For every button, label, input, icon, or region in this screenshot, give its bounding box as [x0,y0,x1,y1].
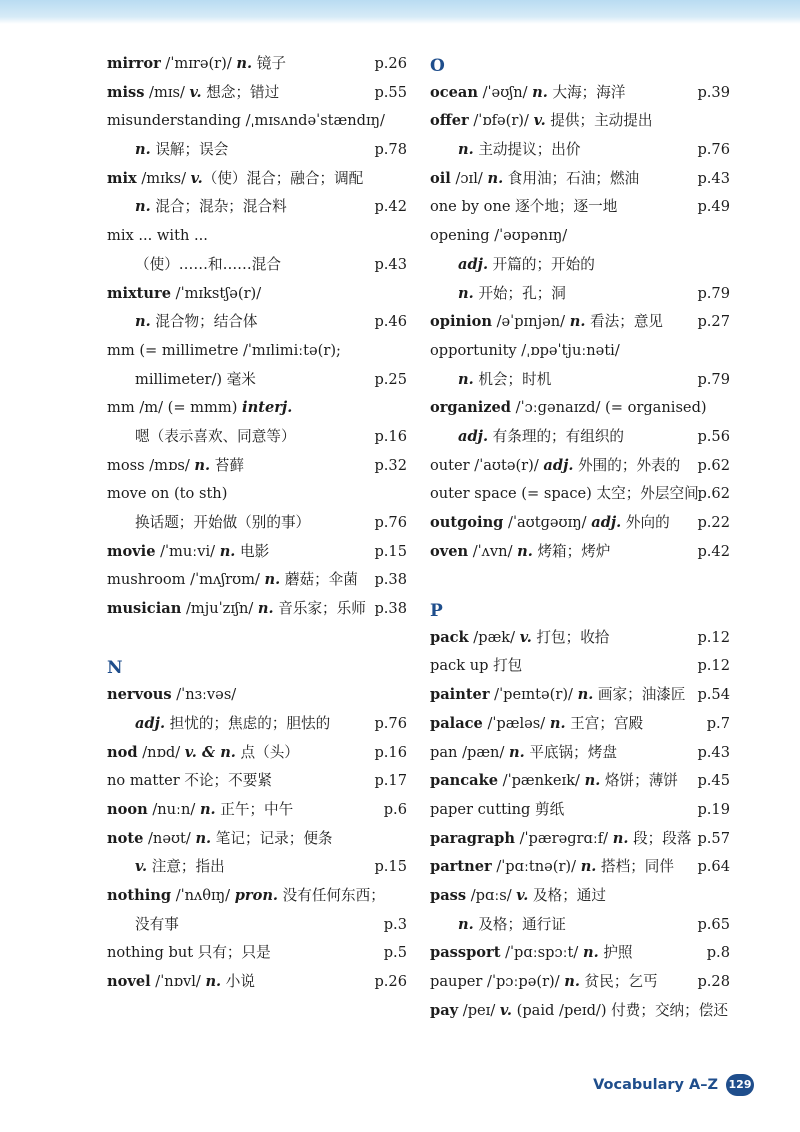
definition: 及格；通行证 [473,915,566,933]
headword: offer [430,112,469,130]
definition: 苔藓 [210,456,244,474]
page-reference: p.39 [697,83,730,101]
definition: 搭档；同伴 [596,858,674,876]
vocab-entry [430,767,730,796]
page-reference: p.8 [706,944,730,962]
vocab-entry [430,882,730,911]
headword: pancake [430,772,499,790]
vocab-entry [430,79,730,108]
part-of-speech: adj. [135,714,166,732]
entry-text: /ˈəʊʃn/ [477,83,533,101]
page-reference: p.43 [374,255,407,273]
part-of-speech: n. [487,169,504,187]
part-of-speech: n. [458,141,474,159]
part-of-speech: n. [458,915,474,933]
vocab-entry [430,825,730,854]
definition: 护照 [598,944,633,962]
definition: 打包；收拾 [531,628,610,646]
definition: 蘑菇；伞菌 [280,571,358,589]
page-reference: p.42 [374,198,407,216]
vocab-entry [430,394,730,423]
part-of-speech: n. [509,743,525,761]
headword: organized [430,399,512,417]
vocab-entry [107,968,407,997]
page-reference: p.15 [374,542,407,560]
vocab-entry [107,509,407,538]
vocab-entry [107,538,407,567]
entry-text: /ˈpærəɡrɑːf/ [514,829,613,847]
part-of-speech: v. [499,1001,512,1019]
definition: 注意；指出 [147,858,225,876]
vocab-entry [430,968,730,997]
part-of-speech: adj. [591,514,622,531]
part-of-speech: n. [257,600,274,618]
entry-text: moss /mɒs/ [107,456,195,474]
part-of-speech: n. [135,313,151,331]
part-of-speech: n. [569,313,586,331]
entry-text: paper cutting 剪纸 [430,800,565,818]
part-of-speech: n. [195,829,212,847]
vocab-entry [107,136,407,165]
headword: pass [430,886,467,904]
definition: 画家；油漆匠 [593,686,686,704]
entry-text: /ˈaʊtɡəʊɪŋ/ [503,514,592,531]
vocab-entry [430,165,730,194]
headword: oven [430,542,469,560]
page-reference: p.38 [374,571,407,589]
vocab-entry [430,107,730,136]
vocab-entry [107,681,407,710]
headword: mirror [107,55,161,72]
page-reference: p.17 [374,772,407,790]
headword: mixture [107,284,172,302]
page-reference: p.27 [697,313,730,331]
vocab-entry [107,767,407,796]
part-of-speech: v. [533,112,546,130]
page-reference: p.12 [697,628,730,646]
page-reference: p.76 [374,714,407,732]
definition: 混合；混杂；混合料 [150,198,287,216]
entry-text: /pɑːs/ [466,886,517,904]
page-reference: p.42 [697,542,730,560]
vocab-entry [107,710,407,739]
page-reference: p.38 [374,600,407,618]
page-reference: p.56 [697,427,730,445]
vocab-entry [430,509,730,538]
section-letter-heading: N [107,658,123,679]
entry-text: /peɪ/ [458,1001,500,1019]
definition: (paid /peɪd/) 付费；交纳；偿还 [512,1001,728,1019]
entry-text: mix ... with ... [107,227,208,245]
definition: 外向的 [621,514,670,531]
entry-text: /ˈpæləs/ [482,714,550,732]
part-of-speech: n. [236,55,253,72]
entry-text: pan /pæn/ [430,743,510,761]
page-reference: p.55 [374,83,407,101]
definition: （使）混合；融合；调配 [202,169,364,187]
part-of-speech: n. [584,772,601,790]
part-of-speech: interj. [242,399,293,417]
vocab-entry [107,251,407,280]
definition: 混合物；结合体 [150,313,258,331]
page-reference: p.15 [374,858,407,876]
part-of-speech: n. [135,141,151,159]
headword: outgoing [430,514,504,531]
entry-text: mushroom /ˈmʌʃrʊm/ [107,571,265,589]
vocab-entry [107,853,407,882]
headword: nervous [107,686,172,704]
definition: 担忧的；焦虑的；胆怯的 [165,714,331,732]
headword: painter [430,686,490,704]
entry-text: 嗯（表示喜欢、同意等） [135,427,296,445]
page-reference: p.26 [374,55,407,72]
headword: novel [107,973,151,990]
entry-text: misunderstanding /ˌmɪsʌndəˈstændɪŋ/ [107,112,385,130]
definition: 有条理的；有组织的 [488,427,625,445]
part-of-speech: n. [219,542,236,560]
entry-text: /ˈnʌθɪŋ/ [171,886,235,904]
entry-text: /ˈmɪkstʃə(r)/ [171,284,262,302]
headword: mix [107,169,137,187]
headword: noon [107,800,148,818]
entry-text: millimeter/) 毫米 [135,370,256,388]
vocab-entry [107,882,407,911]
definition: 平底锅；烤盘 [524,743,617,761]
page-reference: p.6 [383,800,407,818]
definition: 及格；通过 [528,886,606,904]
definition: 开篇的；开始的 [488,255,595,273]
vocab-entry [430,796,730,825]
vocab-entry [107,280,407,309]
page-reference: p.16 [374,427,407,445]
definition: 正午；中午 [215,800,294,818]
entry-text: /mjuˈzɪʃn/ [181,600,258,618]
entry-text: /mɪs/ [144,83,190,101]
definition: 机会；时机 [473,370,552,388]
page-reference: p.26 [374,973,407,990]
vocab-entry [107,366,407,395]
vocab-entry [107,911,407,940]
vocab-entry [430,366,730,395]
vocab-entry [430,337,730,366]
vocab-entry [107,165,407,194]
page-reference: p.7 [706,714,730,732]
page-reference: p.19 [697,800,730,818]
definition: 电影 [235,542,270,560]
part-of-speech: n. [194,456,211,474]
headword: ocean [430,83,478,101]
entry-text: （使）……和……混合 [135,255,281,273]
vocab-entry [430,452,730,481]
entry-text: /nuːn/ [147,800,200,818]
vocab-entry [430,939,730,968]
definition: 想念；错过 [201,83,280,101]
definition: 王宫；宫殿 [565,714,644,732]
page-reference: p.62 [697,485,730,503]
entry-text: /ɔɪl/ [450,169,488,187]
part-of-speech: adj. [458,427,489,445]
vocab-entry [430,280,730,309]
page-number-badge: 129 [726,1074,754,1096]
headword: partner [430,858,492,876]
page-reference: p.22 [697,514,730,531]
right-column [430,50,730,1025]
vocab-entry [430,997,730,1026]
headword: passport [430,944,501,962]
page-reference: p.5 [383,944,407,962]
page-reference: p.62 [697,456,730,474]
section-letter-heading: O [430,56,445,76]
definition: 贫民；乞丐 [580,973,658,990]
definition: 没有任何东西； [278,886,385,904]
vocab-entry [107,595,407,624]
vocab-entry [430,222,730,251]
vocab-entry [107,825,407,854]
part-of-speech: n. [577,686,594,704]
headword: nothing [107,886,172,904]
part-of-speech: n. [264,571,281,589]
definition: 段；段落 [628,829,692,847]
page-reference: p.57 [697,829,730,847]
part-of-speech: n. [580,858,597,876]
vocab-entry [430,480,730,509]
part-of-speech: v. [516,886,529,904]
vocab-entry [430,681,730,710]
vocab-entry [107,452,407,481]
part-of-speech: v. & n. [184,743,236,761]
headword: pack [430,628,469,646]
entry-text: /ˈpænkeɪk/ [498,772,585,790]
part-of-speech: n. [564,973,580,990]
vocab-entry [107,193,407,222]
vocab-entry [107,222,407,251]
headword: oil [430,169,451,187]
section-title: Vocabulary A–Z [593,1077,718,1093]
entry-text: /ˈmɪrə(r)/ [160,55,237,72]
entry-text: /pæk/ [468,628,520,646]
headword: nod [107,743,138,761]
section-spacer [107,624,407,653]
definition: 误解；误会 [150,141,229,159]
page-reference: p.25 [374,370,407,388]
vocab-entry [430,308,730,337]
part-of-speech: n. [582,944,599,962]
entry-text: /ˈnɜːvəs/ [171,686,237,704]
left-column [107,50,407,997]
part-of-speech: n. [549,714,566,732]
page-reference: p.45 [697,772,730,790]
part-of-speech: n. [458,370,474,388]
part-of-speech: n. [532,83,548,101]
page-reference: p.79 [697,370,730,388]
definition: 点（头） [235,743,299,761]
page-reference: p.46 [374,313,407,331]
definition: 烤箱；烤炉 [532,542,611,560]
vocab-entry [430,136,730,165]
part-of-speech: n. [205,973,222,990]
part-of-speech: v. [519,628,532,646]
part-of-speech: v. [189,83,202,101]
part-of-speech: v. [190,169,203,187]
definition: 主动提议；出价 [473,141,581,159]
page-footer [593,1072,754,1098]
entry-text: /ˈmuːvi/ [155,542,220,560]
definition: 笔记；记录；便条 [211,829,333,847]
vocab-entry [430,193,730,222]
page-reference: p.43 [697,743,730,761]
entry-text: opening /ˈəʊpənɪŋ/ [430,227,568,245]
page-reference: p.12 [697,657,730,675]
page-reference: p.76 [697,141,730,159]
part-of-speech: n. [458,284,474,302]
vocab-entry [107,939,407,968]
page-reference: p.43 [697,169,730,187]
vocab-entry [430,624,730,653]
part-of-speech: n. [135,198,151,216]
entry-text: /nəʊt/ [143,829,196,847]
vocab-entry [430,739,730,768]
entry-text: pack up 打包 [430,657,523,675]
vocab-entry [107,796,407,825]
vocab-entry [430,652,730,681]
entry-text: move on (to sth) [107,485,228,503]
headword: movie [107,542,156,560]
page-reference: p.32 [374,456,407,474]
entry-text: /ˈpeɪntə(r)/ [489,686,578,704]
definition: 音乐家；乐师 [273,600,366,618]
vocab-entry [430,911,730,940]
definition: 外围的；外表的 [573,456,681,474]
definition: 烙饼；薄饼 [600,772,678,790]
part-of-speech: adj. [543,456,574,474]
entry-text: outer /ˈaʊtə(r)/ [430,456,544,474]
page-reference: p.16 [374,743,407,761]
entry-text: mm /m/ (= mmm) [107,399,243,417]
headword: note [107,829,144,847]
page-reference: p.3 [383,915,407,933]
section-spacer [430,566,730,595]
part-of-speech: v. [135,858,148,876]
entry-text: /ˈpɑːspɔːt/ [500,944,583,962]
page-reference: p.65 [697,915,730,933]
vocab-entry [107,308,407,337]
part-of-speech: n. [517,542,533,560]
page-reference: p.28 [697,973,730,990]
definition: 看法；意见 [585,313,664,331]
vocab-entry [107,394,407,423]
entry-text: outer space (= space) 太空；外层空间 [430,485,699,503]
entry-text: mm (= millimetre /ˈmɪlimiːtə(r); [107,341,341,359]
vocab-entry [107,50,407,79]
entry-text: /ˈnɒvl/ [150,973,206,990]
page-reference: p.64 [697,858,730,876]
headword: paragraph [430,829,515,847]
page-reference: p.78 [374,141,407,159]
headword: palace [430,714,483,732]
vocab-entry [107,423,407,452]
definition: 开始；孔；洞 [473,284,566,302]
part-of-speech: pron. [234,886,279,904]
definition: 食用油；石油；燃油 [503,169,640,187]
entry-text: 换话题；开始做（别的事） [135,514,311,531]
entry-text: /ˈɔːɡənaɪzd/ (= organised) [511,399,707,417]
definition: 大海；海洋 [547,83,626,101]
entry-text: /nɒd/ [137,743,185,761]
vocab-entry [430,423,730,452]
entry-text: opportunity /ˌɒpəˈtjuːnəti/ [430,341,620,359]
vocab-entry [107,480,407,509]
entry-text: pauper /ˈpɔːpə(r)/ [430,973,565,990]
vocab-entry [430,710,730,739]
entry-text: /ˈɒfə(r)/ [468,112,534,130]
page-reference: p.49 [697,198,730,216]
top-banner [0,0,800,24]
headword: miss [107,83,145,101]
part-of-speech: n. [612,829,629,847]
headword: musician [107,600,182,618]
entry-text: one by one 逐个地；逐一地 [430,198,618,216]
page-reference: p.79 [697,284,730,302]
vocab-entry [430,853,730,882]
entry-text: no matter 不论；不要紧 [107,772,272,790]
vocab-entry [430,251,730,280]
entry-text: 没有事 [135,915,179,933]
entry-text: /ˈpɑːtnə(r)/ [491,858,581,876]
vocab-entry [107,337,407,366]
vocab-entry [430,538,730,567]
vocab-entry [107,566,407,595]
definition: 小说 [221,973,255,990]
page-reference: p.76 [374,514,407,531]
definition: 镜子 [252,55,286,72]
headword: pay [430,1001,459,1019]
vocab-entry [107,79,407,108]
entry-text: /ˈʌvn/ [468,542,518,560]
headword: opinion [430,313,492,331]
entry-text: /mɪks/ [136,169,191,187]
part-of-speech: n. [199,800,216,818]
entry-text: /əˈpɪnjən/ [491,313,570,331]
entry-text: nothing but 只有；只是 [107,944,271,962]
vocab-entry [107,107,407,136]
definition: 提供；主动提出 [545,112,653,130]
part-of-speech: adj. [458,255,489,273]
vocab-entry [107,739,407,768]
page-reference: p.54 [697,686,730,704]
section-letter-heading: P [430,601,443,622]
